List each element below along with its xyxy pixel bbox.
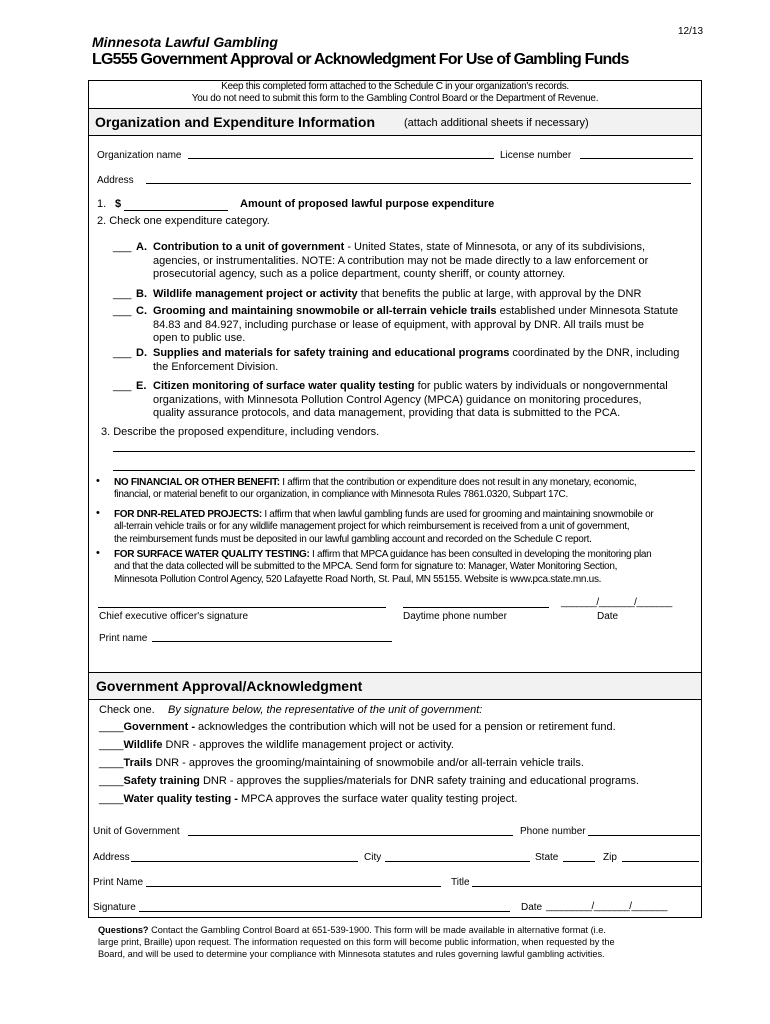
gov-address-field[interactable] — [131, 861, 358, 862]
ceo-signature-label: Chief executive officer's signature — [99, 611, 249, 622]
footer-questions-label: Questions? — [98, 925, 149, 935]
gov-title-label: Title — [451, 877, 470, 888]
gov-option-trails-text: DNR - approves the grooming/maintaining of snowmobile and/or all-terrain vehicle trails. — [152, 757, 584, 769]
category-d[interactable] — [113, 347, 703, 380]
category-c-line-2: 84.83 and 84.927, including purchase or lease of equipment, with approval by DNR. All trails must be — [153, 318, 645, 331]
gov-print-name-label: Print Name — [93, 877, 144, 888]
gov-state-field[interactable] — [563, 861, 595, 862]
category-d-line-2: the Enforcement Division. — [153, 360, 279, 373]
gov-zip-field[interactable] — [622, 861, 699, 862]
gov-options — [99, 721, 639, 811]
gov-option-water-label: Water quality testing - — [123, 793, 238, 805]
gov-option-government[interactable] — [99, 721, 639, 739]
print-name-field[interactable] — [152, 641, 392, 642]
org-name-label: Organization name — [97, 150, 182, 161]
amount-field[interactable] — [124, 210, 228, 211]
category-c-title: Grooming and maintaining snowmobile or all-terrain vehicle trails — [153, 305, 497, 317]
gov-option-government-label: Government - — [123, 721, 195, 733]
ceo-date-label: Date — [597, 611, 619, 622]
item-3-label: 3. Describe the proposed expenditure, including vendors. — [101, 426, 380, 438]
form-title: LG555 Government Approval or Acknowledgment For Use of Gambling Funds — [92, 51, 629, 68]
notice-line-1: Keep this completed form attached to the Schedule C in your organization's records. — [221, 81, 569, 92]
license-number-label: License number — [500, 150, 572, 161]
org-section-subtitle: (attach additional sheets if necessary) — [404, 117, 589, 129]
category-b-blank[interactable]: ___ — [113, 288, 132, 300]
category-e-line-1: for public waters by individuals or nongovernmental — [414, 380, 668, 392]
gov-section-title: Government Approval/Acknowledgment — [96, 678, 363, 694]
footer-line-3: Board, and will be used to determine your compliance with Minnesota statutes and rules governing lawful gambling activities. — [98, 949, 605, 959]
category-e-blank[interactable]: ___ — [113, 380, 132, 392]
affirmation-1-title: NO FINANCIAL OR OTHER BENEFIT: — [114, 477, 280, 488]
category-d-blank[interactable]: ___ — [113, 347, 132, 359]
category-c-letter: C. — [136, 305, 147, 317]
gov-option-safety-training[interactable] — [99, 775, 639, 793]
gov-option-water-text: MPCA approves the surface water quality testing project. — [237, 793, 518, 805]
affirmation-2 — [114, 509, 653, 546]
footer-line-2: large print, Braille) upon request. The information requested on this form will become public information, when requested by the — [98, 937, 615, 947]
category-b[interactable] — [113, 288, 703, 305]
amount-label: Amount of proposed lawful purpose expenditure — [240, 198, 495, 210]
gov-section-header — [88, 672, 702, 700]
gov-city-label: City — [364, 852, 382, 863]
category-d-letter: D. — [136, 347, 147, 359]
gov-date-field[interactable]: _________/_______/_______ — [546, 901, 667, 912]
license-number-field[interactable] — [580, 158, 693, 159]
gov-option-safety-text: DNR - approves the supplies/materials for DNR safety training and educational programs. — [199, 775, 639, 787]
category-a-letter: A. — [136, 241, 147, 253]
category-b-line-1: that benefits the public at large, with approval by the DNR — [357, 288, 642, 300]
category-a[interactable] — [113, 241, 703, 283]
footer-line-1: Contact the Gambling Control Board at 651-539-1900. This form will be made available in alternative format (i.e. — [148, 925, 606, 935]
daytime-phone-label: Daytime phone number — [403, 611, 507, 622]
category-b-title: Wildlife management project or activity — [153, 288, 358, 300]
gov-signature-label: Signature — [93, 902, 136, 913]
address-label: Address — [97, 175, 134, 186]
org-section-title: Organization and Expenditure Information — [95, 114, 376, 130]
affirmation-2-line-3: the reimbursement funds must be deposited in our lawful gambling account and recorded on the Schedule C report. — [114, 533, 592, 545]
bullet-1: • — [96, 475, 100, 487]
category-e-line-2: organizations, with Minnesota Pollution Control Agency (MPCA) guidance on monitoring procedures, — [153, 393, 642, 406]
dollar-sign: $ — [115, 198, 122, 210]
category-e-line-3: quality assurance protocols, and data management, providing that data is submitted to the PCA. — [153, 407, 621, 419]
ceo-date-field[interactable]: _______/_______/_______ — [561, 597, 672, 608]
gov-signature-field[interactable] — [139, 911, 510, 912]
gov-phone-field[interactable] — [588, 835, 700, 836]
category-d-line-1: coordinated by the DNR, including — [509, 347, 680, 359]
gov-option-wildlife-blank[interactable]: ____ — [99, 739, 124, 751]
gov-option-water-blank[interactable]: ____ — [99, 793, 124, 805]
ceo-signature-field[interactable] — [98, 607, 386, 608]
affirmation-1-line-1: I affirm that the contribution or expenditure does not result in any monetary, economic, — [279, 477, 637, 488]
category-e-title: Citizen monitoring of surface water quality testing — [153, 380, 415, 392]
item-1-number: 1. — [97, 198, 107, 210]
org-section-header — [88, 108, 702, 136]
description-line-2[interactable] — [113, 470, 695, 471]
affirmation-3-line-1: I affirm that MPCA guidance has been consulted in developing the monitoring plan — [309, 549, 652, 560]
gov-title-field[interactable] — [472, 886, 701, 887]
category-a-line-3: prosecutorial agency, such as a police department, county sheriff, or county attorney. — [153, 268, 566, 280]
gov-option-water-quality[interactable] — [99, 793, 639, 811]
category-e[interactable] — [113, 380, 703, 422]
gov-phone-label: Phone number — [520, 826, 586, 837]
affirmation-1-line-2: financial, or material benefit to our organization, in compliance with Minnesota Rules 7861.0320, Subpart 17C. — [114, 489, 568, 501]
category-c-blank[interactable]: ___ — [113, 305, 132, 317]
gov-city-field[interactable] — [385, 861, 530, 862]
gov-address-label: Address — [93, 852, 130, 863]
affirmation-3-line-3: Minnesota Pollution Control Agency, 520 Lafayette Road North, St. Paul, MN 55155. Website is www.pca.state.mn.us. — [114, 573, 602, 585]
gov-date-label: Date — [521, 902, 543, 913]
gov-instruction: By signature below, the representative of the unit of government: — [168, 704, 483, 716]
item-2-label: 2. Check one expenditure category. — [97, 215, 270, 227]
print-name-label: Print name — [99, 633, 148, 644]
gov-option-safety-blank[interactable]: ____ — [99, 775, 124, 787]
category-list — [113, 241, 703, 422]
check-one-label: Check one. — [99, 704, 155, 716]
category-c-line-3: open to public use. — [153, 332, 246, 344]
daytime-phone-field[interactable] — [403, 607, 549, 608]
affirmation-3-line-2: and that the data collected will be submitted to the MPCA. Send form for signature to: Manager, Water Monitoring Section, — [114, 561, 618, 573]
gov-option-wildlife-text: DNR - approves the wildlife management project or activity. — [162, 739, 454, 751]
category-a-title: Contribution to a unit of government — [153, 241, 345, 253]
category-b-letter: B. — [136, 288, 147, 300]
form-date-code: 12/13 — [678, 26, 704, 37]
affirmation-2-line-1: I affirm that when lawful gambling funds are used for grooming and maintaining snowmobile or — [261, 509, 654, 520]
gov-option-government-blank[interactable]: ____ — [99, 721, 124, 733]
agency-name: Minnesota Lawful Gambling — [92, 34, 278, 50]
org-name-field[interactable] — [188, 158, 494, 159]
bullet-2: • — [96, 507, 100, 519]
gov-print-name-field[interactable] — [146, 886, 441, 887]
footer-questions — [98, 924, 615, 960]
gov-option-trails-label: Trails — [123, 757, 153, 769]
category-a-blank[interactable]: ___ — [113, 241, 132, 253]
gov-option-wildlife[interactable] — [99, 739, 639, 757]
affirmation-2-title: FOR DNR-RELATED PROJECTS: — [114, 509, 262, 520]
gov-option-wildlife-label: Wildlife — [123, 739, 163, 751]
description-line-1[interactable] — [113, 451, 695, 452]
gov-option-trails-blank[interactable]: ____ — [99, 757, 124, 769]
gov-option-trails[interactable] — [99, 757, 639, 775]
gov-option-government-text: acknowledges the contribution which will not be used for a pension or retirement fund. — [195, 721, 616, 733]
notice-line-2: You do not need to submit this form to the Gambling Control Board or the Department of Revenue. — [191, 93, 599, 104]
category-e-letter: E. — [136, 380, 147, 392]
unit-of-government-label: Unit of Government — [93, 826, 180, 837]
gov-state-label: State — [535, 852, 559, 863]
category-c-line-1: established under Minnesota Statute — [496, 305, 679, 317]
gov-zip-label: Zip — [603, 852, 617, 863]
bullet-3: • — [96, 547, 100, 559]
category-a-line-1: - United States, state of Minnesota, or any of its subdivisions, — [344, 241, 646, 253]
unit-of-government-field[interactable] — [188, 835, 513, 836]
affirmation-1 — [114, 477, 636, 502]
affirmation-3 — [114, 549, 651, 586]
affirmation-2-line-2: all-terrain vehicle trails or for any wildlife management project for which reimbursement is received from a unit of government, — [114, 521, 630, 533]
category-d-title: Supplies and materials for safety training and educational programs — [153, 347, 510, 359]
category-a-line-2: agencies, or instrumentalities. NOTE: A contribution may not be made directly to a law enforcement or — [153, 254, 649, 267]
affirmation-3-title: FOR SURFACE WATER QUALITY TESTING: — [114, 549, 310, 560]
category-c[interactable] — [113, 305, 703, 347]
gov-option-safety-label: Safety training — [123, 775, 200, 787]
address-field[interactable] — [146, 183, 691, 184]
